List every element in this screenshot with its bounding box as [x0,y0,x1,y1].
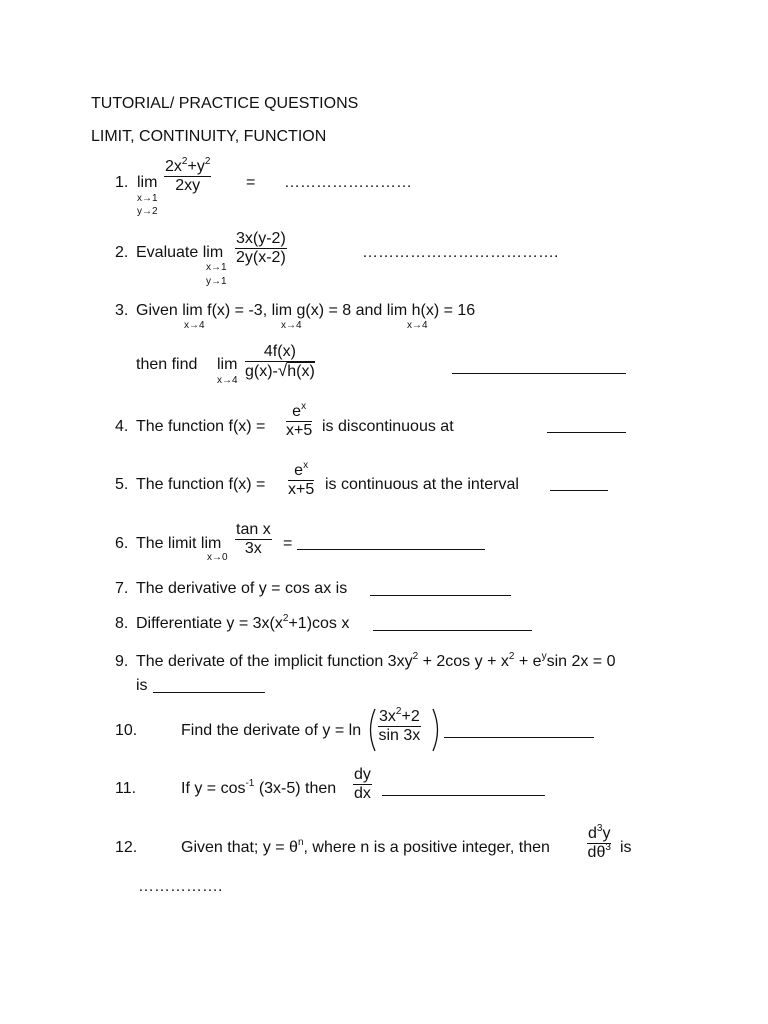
limit-subscript: x→4 [407,320,428,331]
question-prefix: Evaluate lim [136,244,224,261]
answer-line[interactable] [452,373,626,374]
question-prefix: If $y = \cos^{-1} (3x-5)$ then [181,778,337,797]
sqrt-sign: √ [277,361,288,380]
limit-subscript: x→4 [217,375,238,386]
question-suffix: is discontinuous at [322,418,454,435]
question-number: 9. [115,653,129,670]
equals-sign: = [283,535,293,552]
limit-subscript: y→1 [206,276,227,287]
equals-sign: = [246,174,256,191]
answer-line[interactable] [373,630,532,631]
fraction [245,343,315,381]
question-text: The derivative of y = cos ax is [136,580,348,597]
question-number: 7. [115,580,129,597]
denominator: 2xy [175,177,201,194]
denominator: x+5 [288,481,315,498]
question-text-line2: is [136,677,148,694]
answer-line[interactable] [370,595,511,596]
question-number: 10. [115,722,138,739]
question-number: 4. [115,418,129,435]
numerator: dy [354,766,371,783]
question-number: 8. [115,615,129,632]
question-prefix: The function f(x) = [136,418,266,435]
question-given: Given lim f(x) = -3, lim g(x) = 8 and lim h(x) = 16 [136,302,476,319]
document-subtitle: LIMIT, CONTINUITY, FUNCTION [91,128,327,145]
fraction [235,521,272,558]
fraction [587,825,611,862]
answer-line[interactable] [297,549,485,550]
numerator: $e^x$ [288,462,314,481]
question-text: Differentiate $y = 3x(x^2+1)\cos$ x [136,613,350,632]
question-number: 6. [115,535,129,552]
numerator: $3x^2+2$ [379,706,420,725]
numerator: $e^x$ [286,403,312,422]
denominator: x+5 [286,422,313,439]
question-prefix: Find the derivate of y = ln [181,722,362,739]
fraction [378,708,421,745]
answer-line[interactable] [550,490,608,491]
fraction [353,766,372,803]
numerator: $2x^2+y^2$ [165,156,211,175]
denominator: 2y(x-2) [236,249,286,266]
denominator: 3x [244,540,262,557]
limit-subscript: x→1 [206,262,227,273]
denominator: g(x)-√h(x) [245,361,315,380]
limit-subscript: x→1 [137,193,158,204]
then-find-label: then find [136,356,198,373]
numerator: tan x [236,521,271,538]
denominator: sin 3x [378,727,421,744]
fraction [286,403,312,440]
question-prefix: The limit lim [136,535,222,552]
question-prefix: The function f(x) = [136,476,266,493]
answer-line[interactable] [382,795,545,796]
question-number: 1. [115,174,129,191]
document-title: TUTORIAL/ PRACTICE QUESTIONS [91,95,359,112]
answer-blank[interactable]: ………………………………. [362,244,559,261]
left-paren [365,707,377,753]
limit-subscript: y→2 [137,206,158,217]
answer-blank[interactable]: …………………… [284,174,412,191]
right-paren [431,707,443,753]
numerator: 3x(y-2) [236,230,286,247]
numerator: $d^3y$ [588,823,611,842]
denominator: $d\theta^3$ [587,842,611,861]
question-number: 3. [115,302,129,319]
numerator: 4f(x) [245,343,315,362]
answer-line[interactable] [547,432,626,433]
question-suffix: is [620,839,632,856]
answer-line[interactable] [153,692,265,693]
limit-subscript: x→0 [207,552,228,563]
question-suffix: is continuous at the interval [325,476,519,493]
limit-subscript: x→4 [281,320,302,331]
lim-label: lim [217,356,238,373]
question-number: 2. [115,244,129,261]
denominator: dx [354,785,371,802]
fraction [235,230,287,267]
answer-line[interactable] [444,737,594,738]
question-prefix: Given that; $y = \theta^n$, where n is a positive integer, then [181,837,550,856]
question-number: 11. [115,780,137,797]
question-number: 5. [115,476,129,493]
lim-label: lim [137,174,158,191]
limit-subscript: x→4 [184,320,205,331]
fraction [288,462,314,499]
answer-blank[interactable]: ……………. [138,878,223,895]
question-text: The derivate of the implicit function $3xy^2 + 2\cos$ $y + x^2 + e^y\sin$ 2x = 0 [136,651,616,670]
question-number: 12. [115,839,138,856]
fraction [164,158,211,195]
